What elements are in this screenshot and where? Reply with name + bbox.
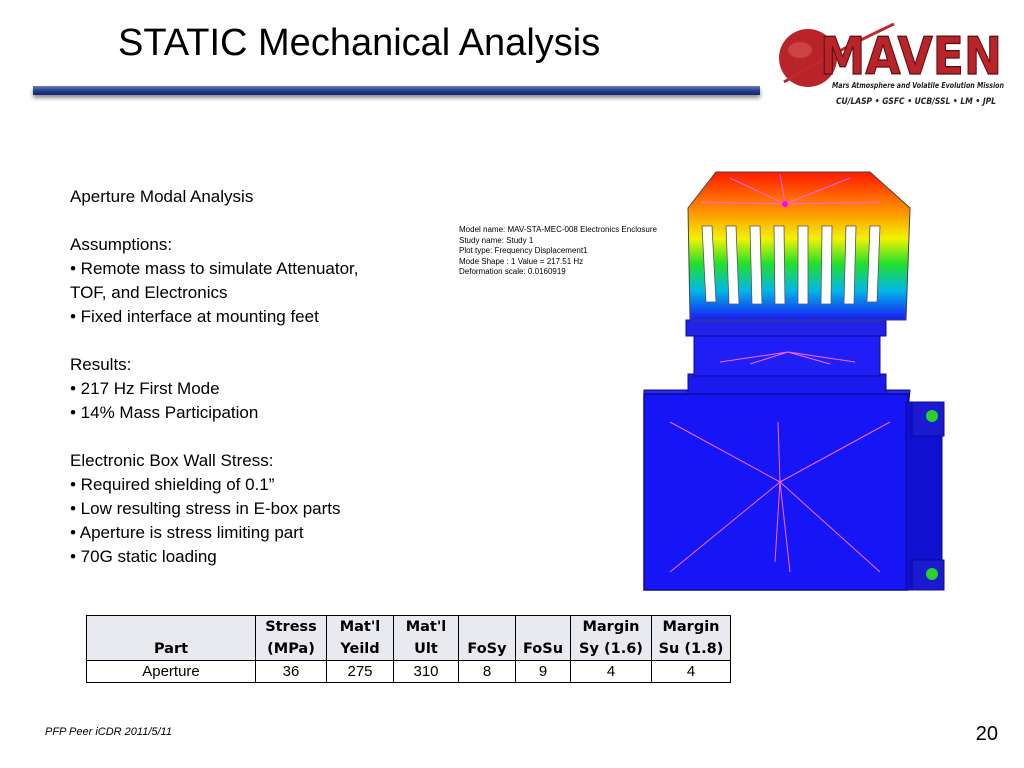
logo-subtitle: Mars Atmosphere and Volatile Evolution Mission <box>832 81 1005 90</box>
header-stress: Stress (MPa) <box>256 616 327 661</box>
sim-model-name: Model name: MAV-STA-MEC-008 Electronics Enclosure <box>459 225 657 234</box>
table-row <box>87 661 731 683</box>
table-header-row <box>87 616 731 661</box>
cell-yield: 275 <box>327 661 394 683</box>
header-margin-su: Margin Su (1.8) <box>652 616 731 661</box>
cell-fosu: 9 <box>516 661 571 683</box>
sim-mode-shape: Mode Shape : 1 Value = 217.51 Hz <box>459 256 584 266</box>
header-fosu: FoSu <box>516 616 571 661</box>
sim-deformation: Deformation scale: 0.0160919 <box>459 267 566 276</box>
sim-plot-type: Plot type: Frequency Displacement1 <box>459 246 588 255</box>
cell-margin-sy: 4 <box>571 661 652 683</box>
stress-item: • 70G static loading <box>70 547 217 566</box>
maven-logo <box>774 12 1010 116</box>
assumption-item: TOF, and Electronics <box>70 283 228 302</box>
cell-ult: 310 <box>394 661 459 683</box>
simulation-info <box>459 225 657 278</box>
result-item: • 14% Mass Participation <box>70 403 259 422</box>
logo-partners: CU/LASP • GSFC • UCB/SSL • LM • JPL <box>836 97 996 107</box>
stress-label: Electronic Box Wall Stress: <box>70 451 274 470</box>
logo-wordmark: MAVEN <box>820 27 1002 87</box>
section-heading: Aperture Modal Analysis <box>70 187 254 206</box>
footer-text: PFP Peer iCDR 2011/5/11 <box>45 726 172 738</box>
stress-item: • Low resulting stress in E-box parts <box>70 499 341 518</box>
page-number: 20 <box>975 723 998 745</box>
header-part: Part <box>87 616 256 661</box>
cell-fosy: 8 <box>459 661 516 683</box>
stress-item: • Required shielding of 0.1” <box>70 475 275 494</box>
assumption-item: • Remote mass to simulate Attenuator, <box>70 259 359 278</box>
stress-item: • Aperture is stress limiting part <box>70 523 304 542</box>
slide-body <box>70 185 430 569</box>
results-label: Results: <box>70 355 132 374</box>
cell-margin-su: 4 <box>652 661 731 683</box>
result-item: • 217 Hz First Mode <box>70 379 220 398</box>
header-margin-sy: Margin Sy (1.6) <box>571 616 652 661</box>
title-rule <box>33 86 760 95</box>
header-ult: Mat'l Ult <box>394 616 459 661</box>
cell-part: Aperture <box>87 661 256 683</box>
assumption-item: • Fixed interface at mounting feet <box>70 307 319 326</box>
slide-title: STATIC Mechanical Analysis <box>118 22 601 64</box>
results-table <box>86 615 731 683</box>
cell-stress: 36 <box>256 661 327 683</box>
fea-model-image <box>630 152 960 592</box>
header-fosy: FoSy <box>459 616 516 661</box>
assumptions-label: Assumptions: <box>70 235 173 254</box>
sim-study-name: Study name: Study 1 <box>459 235 534 245</box>
header-yield: Mat'l Yeild <box>327 616 394 661</box>
